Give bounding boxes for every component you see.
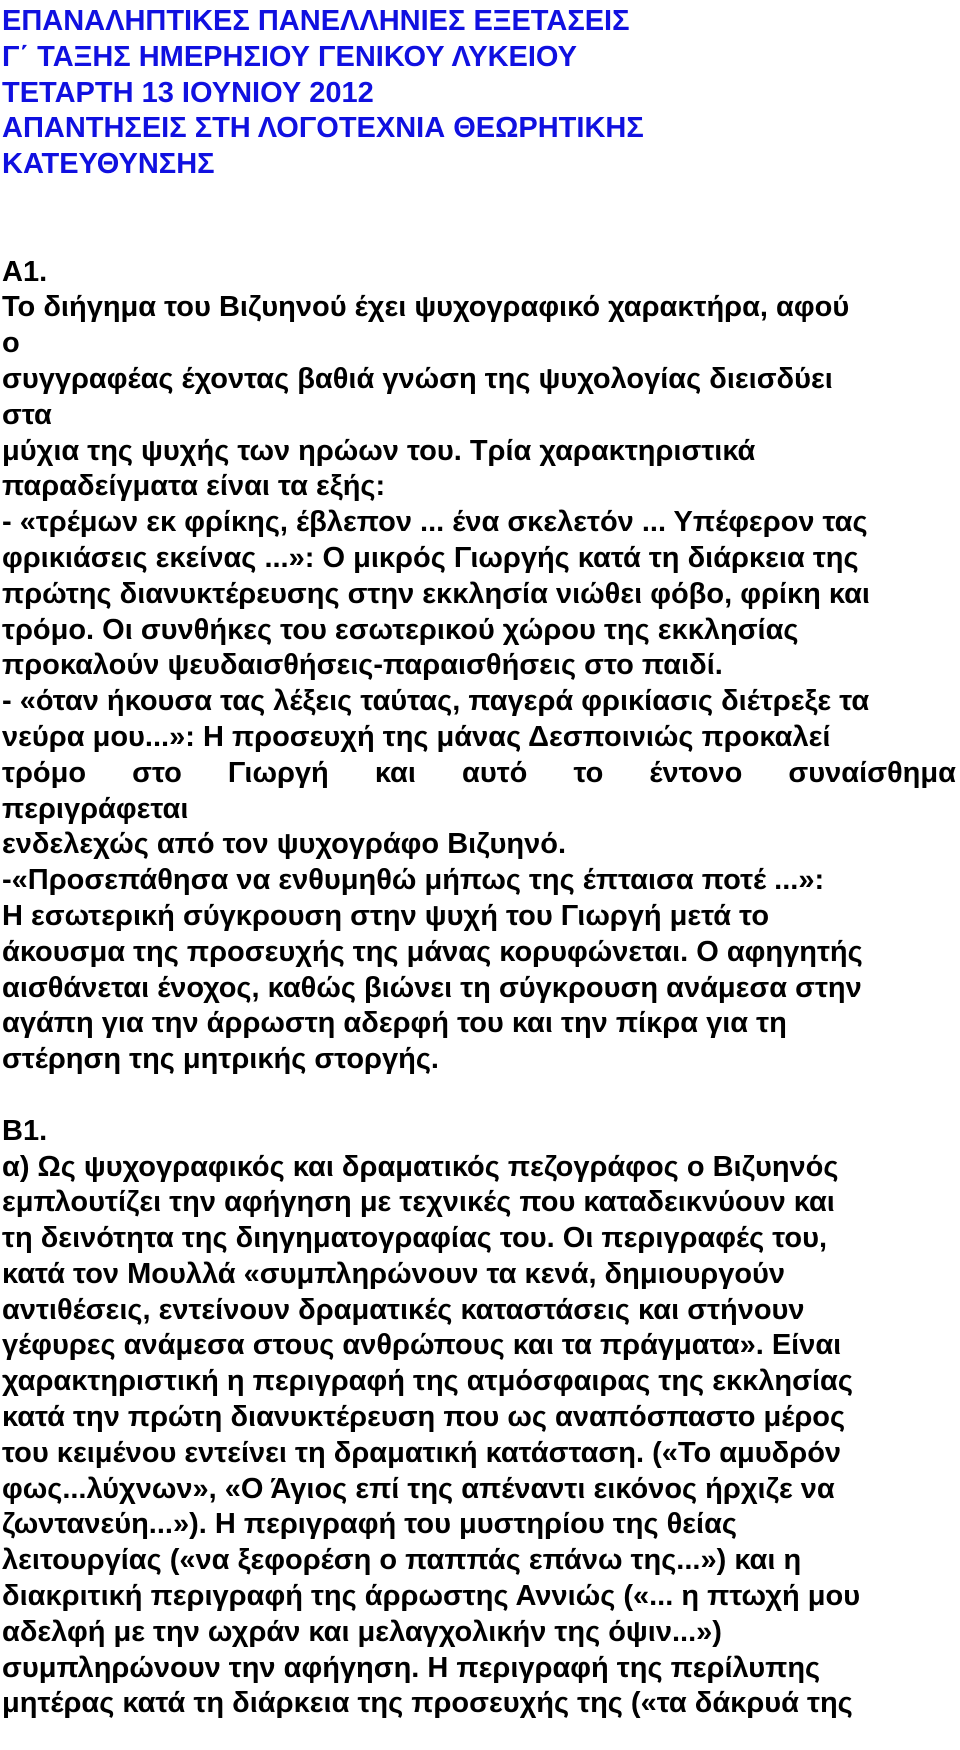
justified-word: συναίσθημα [788,756,956,789]
paragraph-line: φρικιάσεις εκείνας ...»: Ο μικρός Γιωργής κατά τη διάρκεια της [2,541,859,574]
document-page [2,4,956,1722]
paragraph-line: στέρηση της μητρικής στοργής. [2,1043,439,1076]
section-a1-title: Α1. [2,255,48,288]
spacer [2,183,956,219]
justified-word: στο [132,756,182,789]
document-header [2,4,956,183]
justified-word: το [573,756,604,789]
paragraph-line: ο [2,327,20,360]
paragraph-line: -«Προσεπάθησα να ενθυμηθώ μήπως της έπταισα ποτέ ...»: [2,864,825,897]
paragraph-line: αγάπη για την άρρωστη αδερφή του και την πίκρα για τη [2,1007,787,1040]
paragraph-line: νεύρα μου...»: Η προσευχή της μάνας Δεσποινιώς προκαλεί [2,720,831,753]
paragraph-line: άκουσμα της προσευχής της μάνας κορυφώνεται. Ο αφηγητής [2,935,863,968]
header-line-direction: ΚΑΤΕΥΘΥΝΣΗΣ [2,148,215,181]
paragraph-line: πρώτης διανυκτέρευσης στην εκκλησία νιώθει φόβο, φρίκη και [2,577,870,610]
justified-word: Γιωργή [227,756,329,789]
section-b1-title: Β1. [2,1114,48,1147]
spacer [2,1078,956,1114]
header-line-exam: ΕΠΑΝΑΛΗΠΤΙΚΕΣ ΠΑΝΕΛΛΗΝΙΕΣ ΕΞΕΤΑΣΕΙΣ [2,5,630,37]
header-line-class: Γ΄ ΤΑΞΗΣ ΗΜΕΡΗΣΙΟΥ ΓΕΝΙΚΟΥ ΛΥΚΕΙΟΥ [2,40,578,73]
paragraph-line: Το διήγημα του Βιζυηνού έχει ψυχογραφικό χαρακτήρα, αφού [2,291,850,324]
paragraph-line: λειτουργίας («να ξεφορέση ο παππάς επάνω της...») και η [2,1544,802,1577]
justified-word: έντονο [649,756,743,789]
paragraph-line: κατά την πρώτη διανυκτέρευση που ως αναπόσπαστο μέρος [2,1401,846,1434]
paragraph-line: γέφυρες ανάμεσα στους ανθρώπους και τα πράγματα». Είναι [2,1329,842,1362]
paragraph-line: μητέρας κατά τη διάρκεια της προσευχής της («τα δάκρυά της [2,1687,853,1720]
section-a1 [2,255,956,1078]
header-line-date: ΤΕΤΑΡΤΗ 13 ΙΟΥΝΙΟΥ 2012 [2,76,374,109]
paragraph-line: ενδελεχώς από τον ψυχογράφο Βιζυηνό. [2,828,567,861]
justified-line [2,756,956,792]
paragraph-line: κατά τον Μουλλά «συμπληρώνουν τα κενά, δημιουργούν [2,1257,786,1290]
paragraph-line: του κειμένου εντείνει τη δραματική κατάσταση. («Το αμυδρόν [2,1436,842,1469]
paragraph-line: τρόμο. Οι συνθήκες του εσωτερικού χώρου της εκκλησίας [2,613,799,646]
paragraph-line: - «τρέμων εκ φρίκης, έβλεπον ... ένα σκελετόν ... Υπέφερον τας [2,506,868,539]
paragraph-line: συμπληρώνουν την αφήγηση. Η περιγραφή της περίλυπης [2,1651,821,1684]
header-line-subject: ΑΠΑΝΤΗΣΕΙΣ ΣΤΗ ΛΟΓΟΤΕΧΝΙΑ ΘΕΩΡΗΤΙΚΗΣ [2,112,644,145]
paragraph-line: αντιθέσεις, εντείνουν δραματικές καταστάσεις και στήνουν [2,1293,805,1326]
paragraph-line: α) Ως ψυχογραφικός και δραματικός πεζογράφος ο Βιζυηνός [2,1150,839,1183]
justified-word: τρόμο [2,756,87,789]
paragraph-line: χαρακτηριστική η περιγραφή της ατμόσφαιρας της εκκλησίας [2,1365,853,1398]
paragraph-line: περιγράφεται [2,792,189,825]
paragraph-line: - «όταν ήκουσα τας λέξεις ταύτας, παγερά φρικίασις διέτρεξε τα [2,685,870,718]
paragraph-line: προκαλούν ψευδαισθήσεις-παραισθήσεις στο παιδί. [2,649,723,682]
paragraph-line: αισθάνεται ένοχος, καθώς βιώνει τη σύγκρουση ανάμεσα στην [2,971,862,1004]
paragraph-line: συγγραφέας έχοντας βαθιά γνώση της ψυχολογίας διεισδύει [2,362,833,395]
justified-word: αυτό [462,756,528,789]
justified-word: και [374,756,416,789]
paragraph-line: στα [2,398,52,431]
paragraph-line: ζωντανεύη...»). Η περιγραφή του μυστηρίου της θείας [2,1508,737,1541]
paragraph-line: τη δεινότητα της διηγηματογραφίας του. Οι περιγραφές του, [2,1222,828,1255]
paragraph-line: διακριτική περιγραφή της άρρωστης Αννιώς («... η πτωχή μου [2,1580,861,1613]
paragraph-line: φως...λύχνων», «Ο Άγιος επί της απέναντι εικόνος ήρχιζε να [2,1472,835,1505]
paragraph-line: μύχια της ψυχής των ηρώων του. Τρία χαρακτηριστικά [2,434,756,467]
paragraph-line: εμπλουτίζει την αφήγηση με τεχνικές που καταδεικνύουν και [2,1186,835,1219]
section-b1 [2,1114,956,1723]
paragraph-line: Η εσωτερική σύγκρουση στην ψυχή του Γιωργή μετά το [2,899,770,932]
paragraph-line: αδελφή με την ωχράν και μελαγχολικήν της όψιν...») [2,1615,722,1648]
spacer [2,219,956,255]
paragraph-line: παραδείγματα είναι τα εξής: [2,470,386,503]
